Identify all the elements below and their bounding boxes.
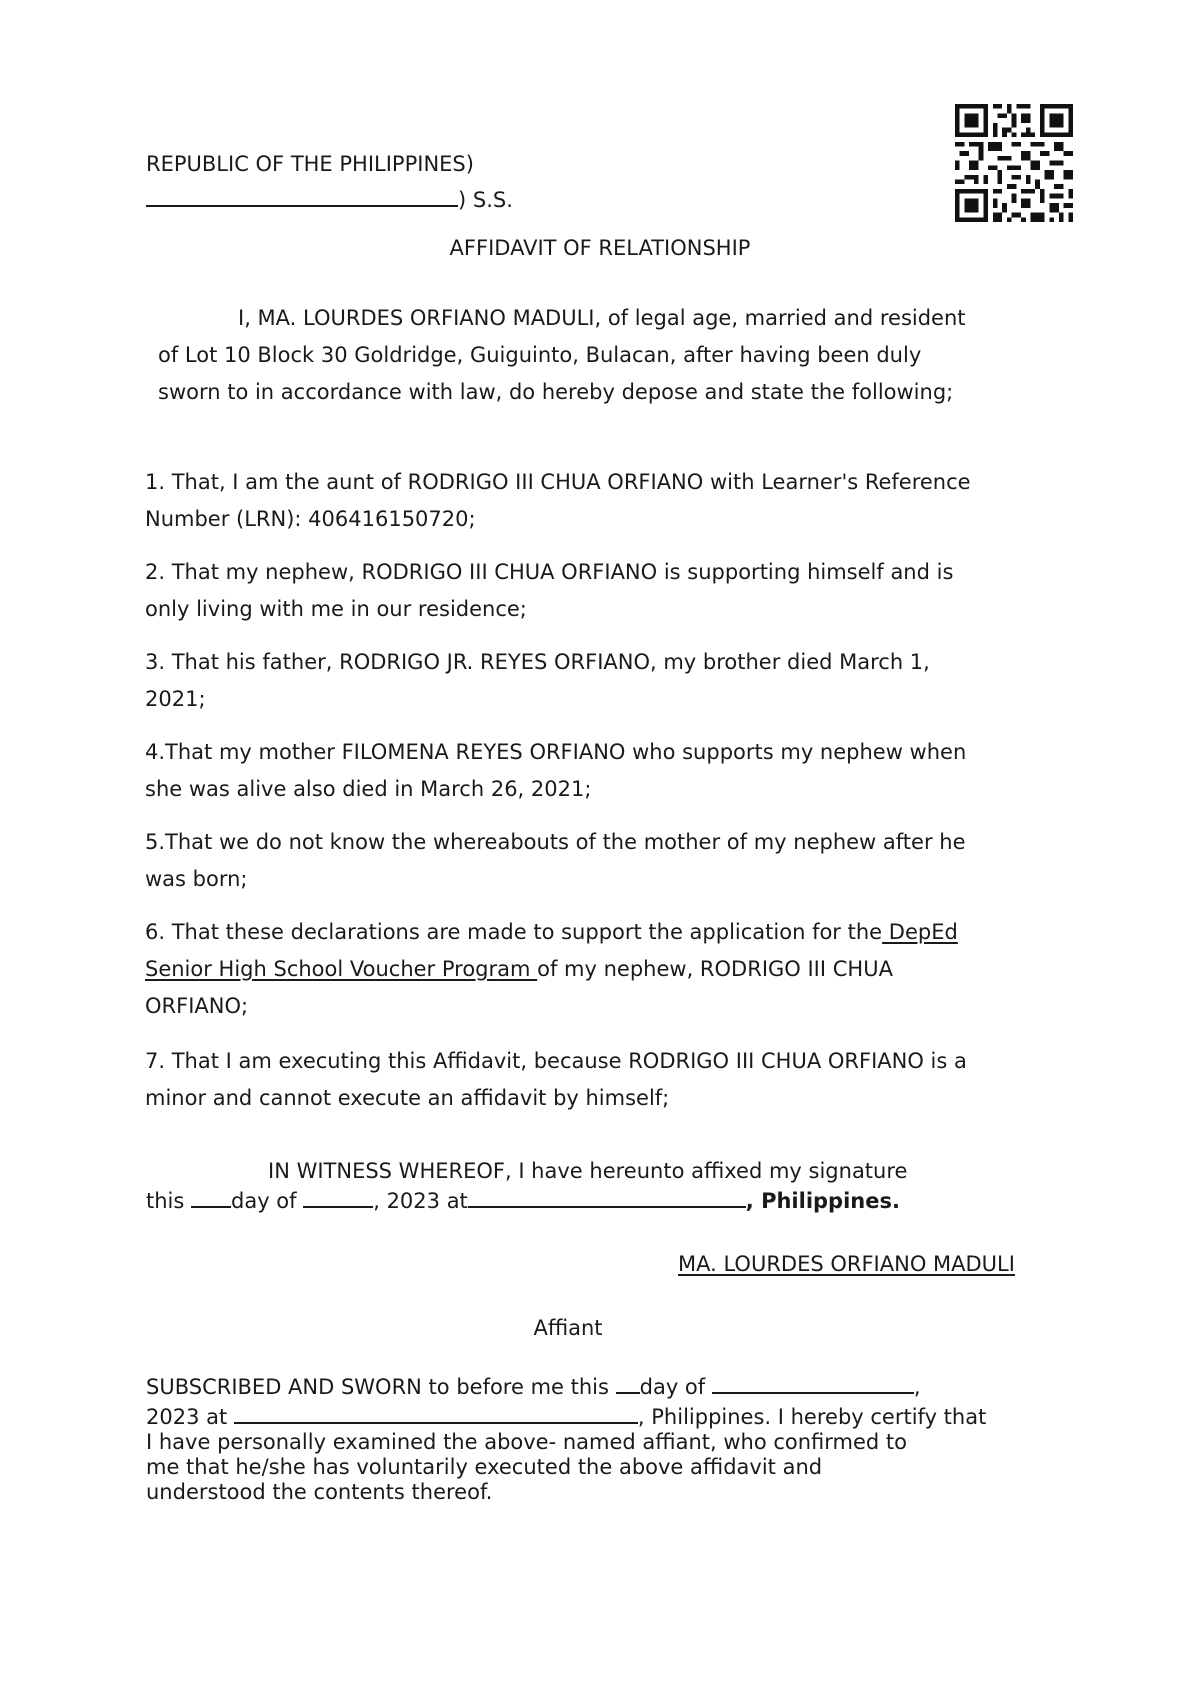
item-2: 2. That my nephew, RODRIGO III CHUA ORFIANO is supporting himself and is only living with me in our residence; <box>145 560 954 621</box>
month-blank <box>303 1184 373 1208</box>
program-name: DepEd Senior High School Voucher Program <box>145 920 958 981</box>
jurat-certify: , Philippines. I hereby certify that <box>637 1405 987 1429</box>
jurat-line-2 <box>146 1400 986 1430</box>
day-blank <box>191 1184 231 1208</box>
witness-line-2 <box>146 1184 900 1214</box>
jurat-line-5: understood the contents thereof. <box>146 1480 493 1504</box>
item-3: 3. That his father, RODRIGO JR. REYES ORFIANO, my brother died March 1, 2021; <box>145 650 930 711</box>
witness-line-1: IN WITNESS WHEREOF, I have hereunto affixed my signature <box>268 1159 908 1183</box>
item-1: 1. That, I am the aunt of RODRIGO III CHUA ORFIANO with Learner's Reference Number (LRN): 406416150720; <box>145 470 971 531</box>
witness-year-at: , 2023 at <box>373 1189 468 1213</box>
place-blank <box>468 1184 746 1208</box>
affiant-label: Affiant <box>533 1316 603 1340</box>
jurat-day-of: day of <box>639 1375 712 1399</box>
venue-line <box>146 182 513 219</box>
jurat-day-blank <box>616 1370 640 1394</box>
republic-heading: REPUBLIC OF THE PHILIPPINES) <box>146 152 474 176</box>
witness-day-of: day of <box>231 1189 304 1213</box>
jurat-comma: , <box>913 1375 921 1399</box>
jurat-month-blank <box>712 1370 914 1394</box>
jurat-year-at: 2023 at <box>146 1405 234 1429</box>
item-7: 7. That I am executing this Affidavit, because RODRIGO III CHUA ORFIANO is a minor and cannot execute an affidavit by himself; <box>145 1049 967 1110</box>
item-6-end: of my nephew, RODRIGO III CHUA ORFIANO; <box>145 957 893 1018</box>
qr-code-icon <box>955 104 1073 222</box>
jurat-line-1 <box>146 1370 986 1400</box>
document-title: AFFIDAVIT OF RELATIONSHIP <box>449 236 751 260</box>
witness-this: this <box>146 1189 191 1213</box>
item-4: 4.That my mother FILOMENA REYES ORFIANO who supports my nephew when she was alive also died in March 26, 2021; <box>145 740 967 801</box>
jurat-line-4: me that he/she has voluntarily executed the above affidavit and <box>146 1455 823 1479</box>
jurat-place-blank <box>234 1400 638 1424</box>
affiant-name: MA. LOURDES ORFIANO MADULI <box>678 1252 1015 1276</box>
intro-paragraph: I, MA. LOURDES ORFIANO MADULI, of legal age, married and resident of Lot 10 Block 30 Goldridge, Guiguinto, Bulacan, after having been duly sworn to in accordance with law, do hereby depose and state the following; <box>158 306 966 404</box>
signature-line <box>612 1246 1015 1283</box>
item-6 <box>145 914 995 1025</box>
witness-philippines: , Philippines. <box>745 1189 900 1213</box>
item-6-start: 6. That these declarations are made to support the application for the <box>145 920 883 944</box>
ss-label: ) S.S. <box>458 188 513 212</box>
jurat-subscribed: SUBSCRIBED AND SWORN to before me this <box>146 1375 616 1399</box>
item-5: 5.That we do not know the whereabouts of the mother of my nephew after he was born; <box>145 830 966 891</box>
jurat-block <box>146 1370 986 1505</box>
jurat-line-3: I have personally examined the above- named affiant, who confirmed to <box>146 1430 908 1454</box>
venue-blank <box>146 183 458 207</box>
